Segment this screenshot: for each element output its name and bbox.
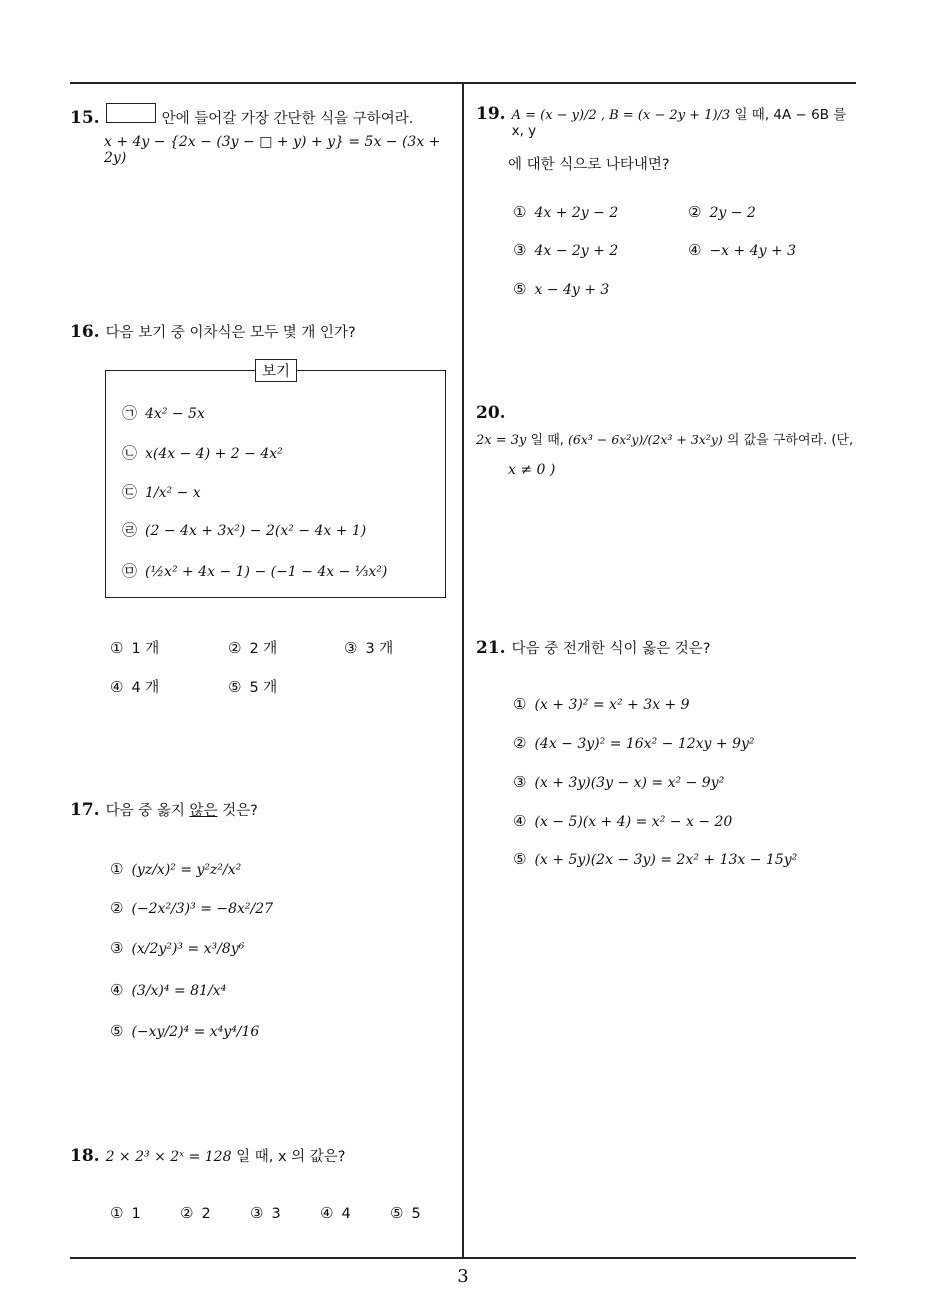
answer-option[interactable]: ⑤ x − 4y + 3 [513,280,610,298]
answer-option[interactable]: ① 4x + 2y − 2 [513,203,619,221]
example-item: ㉤ (½x² + 4x − 1) − (−1 − 4x − ⅓x²) [122,562,388,580]
question-given: 2x = 3y [476,433,527,448]
question-fraction: (6x³ − 6x²y)/(2x³ + 3x²y) [568,432,723,447]
answer-option[interactable]: ③ 3 [250,1204,281,1222]
question-number: 15. [70,108,100,128]
question-21 [476,637,860,658]
question-expression: 2 × 2³ × 2ˣ = 128 [105,1149,232,1165]
answer-option[interactable]: ④ 4 개 [110,678,160,696]
example-item: ㉣ (2 − 4x + 3x²) − 2(x² − 4x + 1) [122,521,367,539]
question-number: 20. [476,403,506,423]
answer-option[interactable]: ② 2 개 [228,639,278,657]
answer-blank-box [106,103,156,123]
answer-option[interactable]: ④ 4 [320,1204,351,1222]
question-17 [70,799,455,820]
answer-option[interactable]: ④ (x − 5)(x + 4) = x² − x − 20 [513,812,733,830]
example-item: ㉢ 1/x² − x [122,483,201,501]
answer-option[interactable]: ② 2 [180,1204,211,1222]
question-number: 17. [70,800,100,820]
answer-option[interactable]: ⑤ 5 개 [228,678,278,696]
question-prompt: 다음 중 옳지 않은 것은? [105,803,258,819]
emphasis-underline: 않은 [189,803,218,819]
question-prompt: 안에 들어갈 가장 간단한 식을 구하여라. [161,111,414,127]
answer-option[interactable]: ⑤ (x + 5y)(2x − 3y) = 2x² + 13x − 15y² [513,850,798,868]
question-number: 19. [476,104,506,124]
question-18 [70,1145,455,1166]
answer-option[interactable]: ③ (x/2y²)³ = x³/8y⁶ [110,939,245,957]
question-prompt-continued: 에 대한 식으로 나타내면? [508,157,670,173]
question-prompt: 일 때, 4A − 6B 를 x, y [511,107,847,139]
question-15 [70,103,455,166]
answer-option[interactable]: ① (x + 3)² = x² + 3x + 9 [513,695,690,713]
answer-option[interactable]: ① 1 [110,1204,141,1222]
question-number: 16. [70,322,100,342]
question-prompt: 일 때, x 의 값은? [231,1149,346,1165]
answer-option[interactable]: ⑤ 5 [390,1204,421,1222]
question-condition: x ≠ 0 ) [508,462,556,478]
answer-option[interactable]: ③ 4x − 2y + 2 [513,241,619,259]
example-item: ㉡ x(4x − 4) + 2 − 4x² [122,444,283,462]
column-divider [462,82,464,1258]
question-number: 21. [476,638,506,658]
question-prompt: 다음 보기 중 이차식은 모두 몇 개 인가? [105,325,356,341]
question-given: A = (x − y)/2 , B = (x − 2y + 1)/3 [511,108,731,123]
example-item: ㉠ 4x² − 5x [122,404,205,422]
answer-option[interactable]: ① (yz/x)² = y²z²/x² [110,860,242,878]
answer-option[interactable]: ④ −x + 4y + 3 [688,241,797,259]
question-19 [476,103,860,174]
question-number: 18. [70,1146,100,1166]
question-prompt: 다음 중 전개한 식이 옳은 것은? [511,641,711,657]
bottom-rule [70,1257,856,1259]
answer-option[interactable]: ⑤ (−xy/2)⁴ = x⁴y⁴/16 [110,1022,260,1040]
answer-option[interactable]: ③ 3 개 [344,639,394,657]
answer-option[interactable]: ② 2y − 2 [688,203,756,221]
question-prompt: 의 값을 구하여라. (단, [722,433,854,448]
page-number: 3 [457,1266,469,1287]
answer-option[interactable]: ② (−2x²/3)³ = −8x²/27 [110,899,274,917]
answer-option[interactable]: ③ (x + 3y)(3y − x) = x² − 9y² [513,773,725,791]
answer-option[interactable]: ④ (3/x)⁴ = 81/x⁴ [110,981,227,999]
question-equation: x + 4y − {2x − (3y − □ + y) + y} = 5x − (3x + 2y) [104,134,441,166]
answer-option[interactable]: ② (4x − 3y)² = 16x² − 12xy + 9y² [513,734,755,752]
example-box-label: 보기 [255,359,297,382]
question-16 [70,321,455,342]
answer-option[interactable]: ① 1 개 [110,639,160,657]
question-20: 20. 2x = 3y 일 때, (6x³ − 6x²y)/(2x³ + 3x²y) 의 값을 구하여라. (단, x ≠ 0 ) [476,403,860,478]
